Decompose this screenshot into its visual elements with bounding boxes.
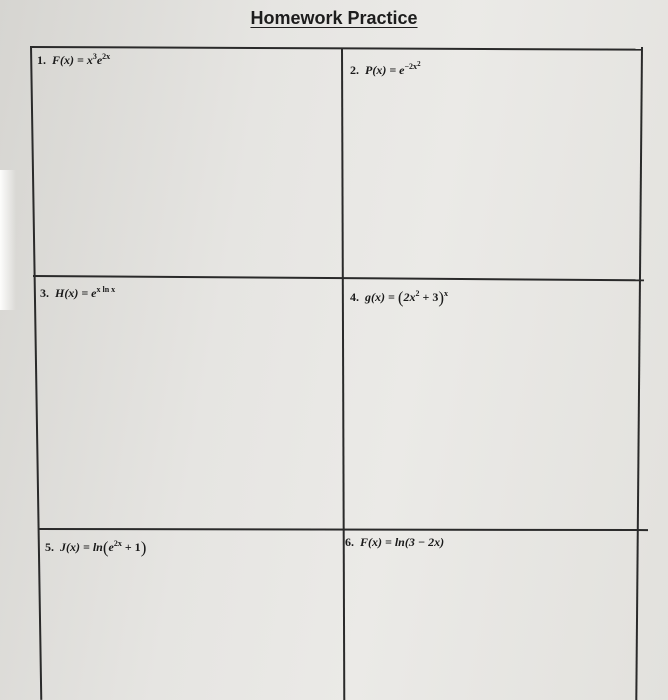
inner-term: 2x — [403, 290, 416, 304]
problem-number: 3. — [40, 286, 49, 300]
problem-6 — [345, 535, 444, 550]
term-exponent: 3 — [92, 52, 97, 61]
grid-top-border — [30, 46, 641, 50]
problem-number: 2. — [350, 63, 359, 77]
grid-row-divider-1 — [33, 275, 644, 281]
problem-lhs: J(x) = ln — [60, 540, 103, 554]
problem-lhs: H(x) = — [55, 286, 92, 300]
term-base: e — [399, 63, 405, 77]
problem-lhs: g(x) = — [365, 290, 398, 304]
problem-1 — [37, 52, 110, 68]
problem-3 — [40, 285, 115, 301]
term-exponent: 2x — [102, 52, 111, 61]
term-exponent-square: 2 — [417, 60, 421, 68]
outer-exponent: x — [444, 289, 449, 298]
problem-4 — [350, 288, 448, 308]
problem-number: 1. — [37, 53, 46, 67]
problem-lhs: F(x) = — [52, 53, 87, 67]
problem-lhs: F(x) = ln(3 − 2x) — [360, 535, 445, 549]
right-paren: ) — [140, 538, 147, 557]
problem-5 — [45, 538, 146, 558]
term-base: e — [96, 53, 103, 67]
problem-lhs: P(x) = — [365, 63, 400, 77]
problem-number: 6. — [345, 535, 354, 549]
grid-left-border — [30, 46, 42, 700]
term-rest: + 1 — [121, 540, 141, 554]
grid-right-border — [635, 47, 642, 700]
page-title: Homework Practice — [250, 8, 418, 28]
term-exponent: x ln x — [96, 285, 116, 294]
left-paren: ( — [397, 288, 404, 307]
grid-middle-divider — [341, 48, 345, 700]
problem-number: 4. — [350, 290, 359, 304]
term-base: e — [108, 540, 114, 554]
inner-term-square: 2 — [415, 289, 420, 298]
term-exponent: 2x — [113, 539, 122, 548]
problem-number: 5. — [45, 540, 54, 554]
term-base: x — [86, 53, 93, 67]
right-paren: ) — [438, 288, 445, 307]
problem-2 — [350, 60, 421, 78]
left-paren: ( — [102, 538, 109, 557]
inner-rest: + 3 — [419, 290, 439, 304]
term-base: e — [91, 286, 97, 300]
term-exponent: −2x — [404, 62, 418, 71]
